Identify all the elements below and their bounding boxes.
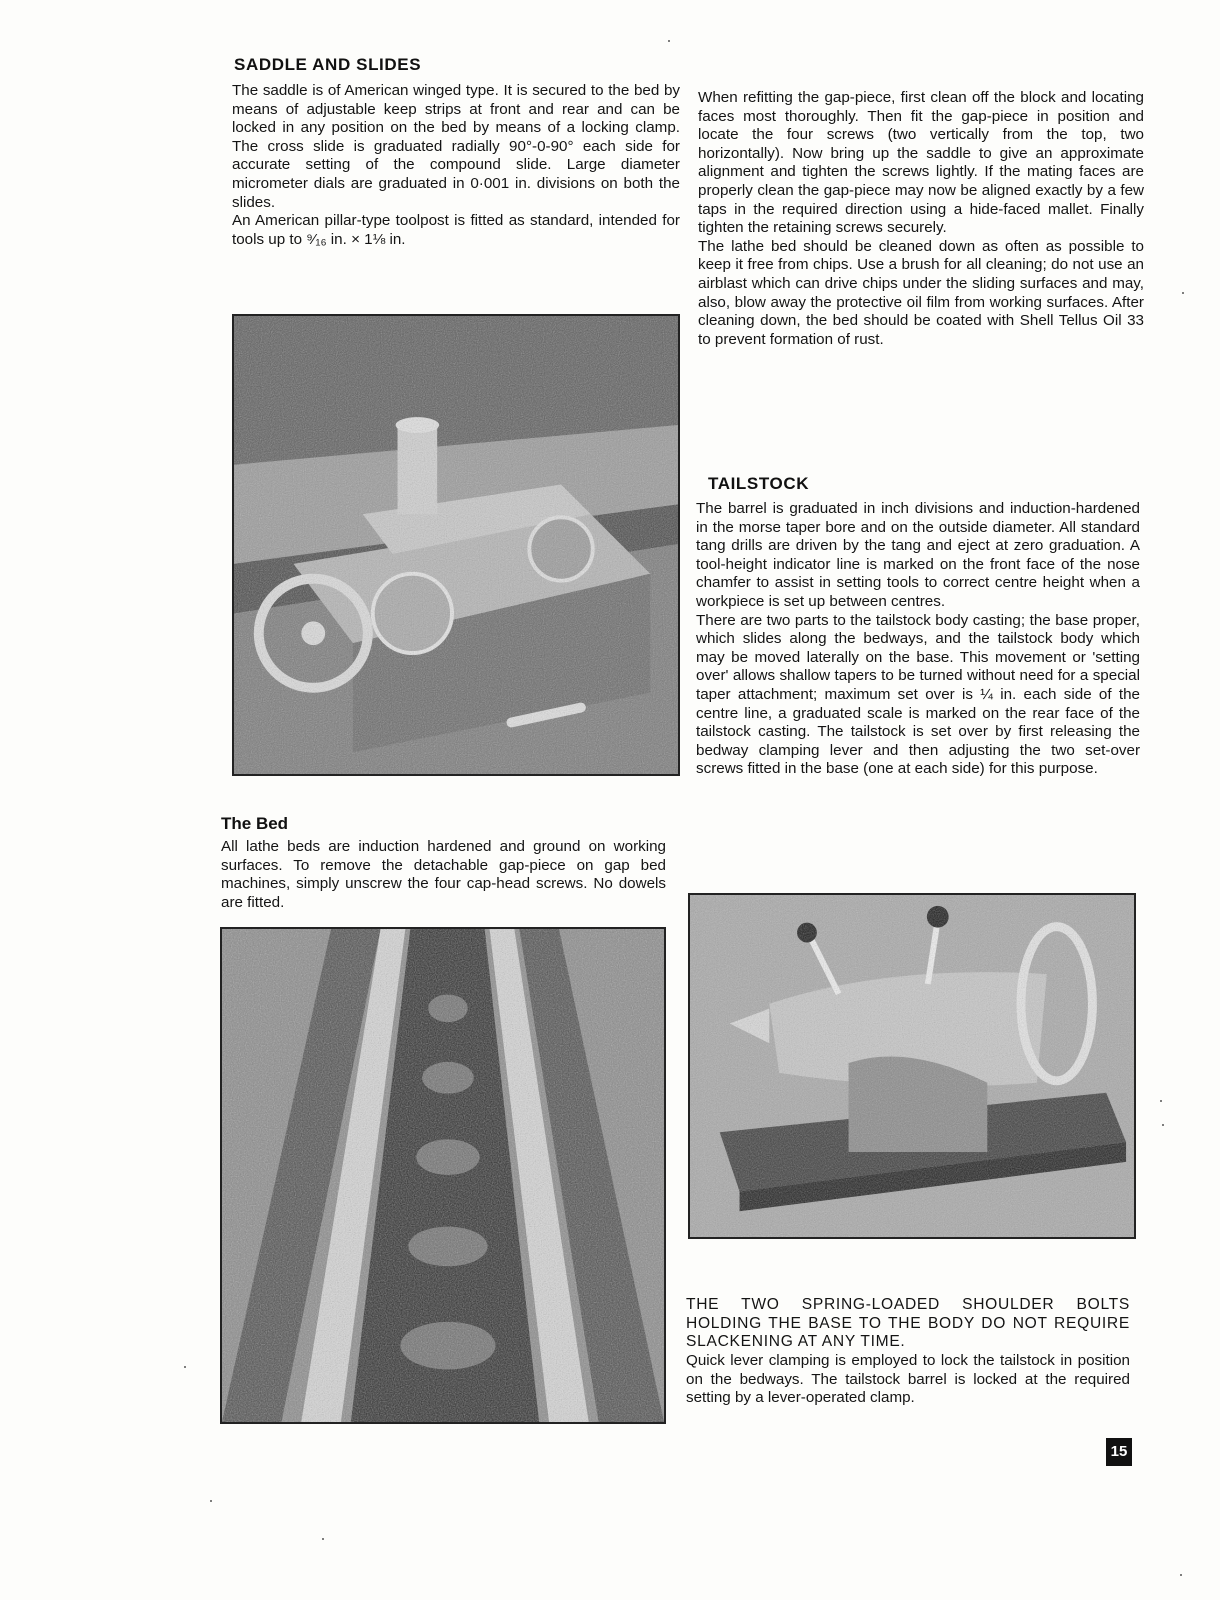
bed-paragraph-1: All lathe beds are induction hardened and ground on working surfaces. To remove the detachable gap-piece on gap bed machines, simply unscrew the four cap-head screws. No dowels are fitted. [221, 838, 666, 911]
tailstock-text [696, 500, 1140, 779]
gap-piece-text [698, 89, 1144, 349]
saddle-text [232, 82, 680, 249]
lathe-bed-photo [220, 927, 666, 1424]
scan-speck [1182, 292, 1184, 294]
tailstock-paragraph-2: There are two parts to the tailstock body casting; the base proper, which slides along the bedways, and the tailstock body which may be moved laterally on the base. This movement or 'setting over' allows shallow tapers to be turned without need for a special taper attachment; maximum set over is ¼ in. each side of the centre line, a graduated scale is marked on the rear face of the tailstock casting. The tailstock is set over by first releasing the bedway clamping lever and then adjusting the two set-over screws fitted in the base (one at each side) for this purpose. [696, 611, 1140, 778]
bed-text [221, 838, 666, 912]
scan-speck [210, 1500, 212, 1502]
saddle-photo [232, 314, 680, 776]
saddle-paragraph-2: An American pillar-type toolpost is fitted as standard, intended for tools up to ⁹⁄₁₆ in. × 1⅛ in. [232, 212, 680, 248]
scan-speck [184, 1366, 186, 1368]
scan-speck [668, 40, 670, 42]
tailstock-heading: TAILSTOCK [708, 474, 810, 493]
scan-speck [1162, 1124, 1164, 1126]
bed-cleaning-paragraph: The lathe bed should be cleaned down as often as possible to keep it free from chips. Use a brush for all cleaning; do not use an airblast which can drive chips under the sliding surfaces and may, also, blow away the protective oil film from working surfaces. After cleaning down, the bed should be coated with Shell Tellus Oil 33 to prevent formation of rust. [698, 237, 1144, 348]
shoulder-bolts-caps: THE TWO SPRING-LOADED SHOULDER BOLTS HOLDING THE BASE TO THE BODY DO NOT REQUIRE SLACKENING AT ANY TIME. [686, 1296, 1130, 1351]
scan-speck [1160, 1100, 1162, 1102]
saddle-heading: SADDLE AND SLIDES [234, 55, 422, 74]
bed-heading: The Bed [221, 814, 289, 833]
clamping-paragraph: Quick lever clamping is employed to lock the tailstock in position on the bedways. The tailstock barrel is locked at the required setting by a lever-operated clamp. [686, 1352, 1130, 1407]
scan-speck [322, 1538, 324, 1540]
tailstock-paragraph-1: The barrel is graduated in inch divisions and induction-hardened in the morse taper bore and on the outside diameter. All standard tang drills are driven by the tang and eject at zero graduation. A tool-height indicator line is marked on the front face of the nose chamfer to assist in setting tools to correct centre height when a workpiece is set up between centres. [696, 500, 1140, 610]
scan-speck [1180, 1574, 1182, 1576]
clamping-text [686, 1352, 1130, 1408]
saddle-paragraph-1: The saddle is of American winged type. It is secured to the bed by means of adjustable keep strips at front and rear and can be locked in any position on the bed by means of a locking clamp. The cross slide is graduated radially 90°-0-90° each side for accurate setting of the compound slide. Large diameter micrometer dials are graduated in 0·001 in. divisions on both the slides. [232, 82, 680, 211]
tailstock-photo [688, 893, 1136, 1239]
page-number: 15 [1106, 1438, 1132, 1466]
gap-piece-paragraph: When refitting the gap-piece, first clean off the block and locating faces most thoroughly. Then fit the gap-piece in position and locate the four screws (two vertically from the top, two horizontally). Now bring up the saddle to give an approximate alignment and tighten the screws lightly. If the mating faces are properly clean the gap-piece may now be aligned exactly by a few taps in the required direction using a hide-faced mallet. Finally tighten the retaining screws securely. [698, 89, 1144, 237]
